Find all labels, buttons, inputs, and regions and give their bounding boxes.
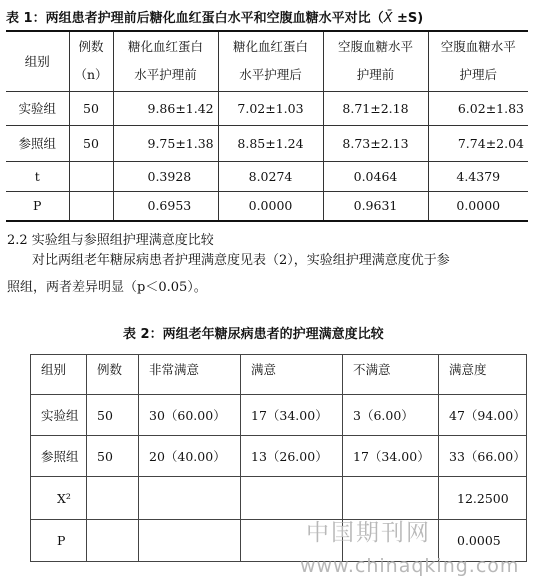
table2-cell: 47（94.00） [439,395,527,436]
table1-cell: 0.9631 [323,191,428,221]
table2-cell: 13（26.00） [241,436,343,477]
table2-cell: P [31,520,87,562]
table2-cell: 17（34.00） [343,436,439,477]
table1-cell: 0.6953 [113,191,218,221]
table2-header-cell: 不满意 [343,355,439,395]
table2-header-cell: 满意度 [439,355,527,395]
table2-header-row [31,355,527,395]
table1-cell: 7.02±1.03 [218,91,323,125]
watermark-title: 中国期刊网 [306,520,431,546]
table1-cell [69,191,113,221]
table1-cell: 4.4379 [428,161,528,191]
table1-header-hba1c-after: 糖化血红蛋白 水平护理后 [218,31,323,91]
table2-row-experimental [31,395,527,436]
paragraph-line: 对比两组老年糖尿病患者护理满意度见表（2），实验组护理满意度优于参 [32,253,450,268]
table1-caption-tail: ±S) [392,11,424,26]
table1-cell: 8.73±2.13 [323,125,428,161]
table2-cell: 17（34.00） [241,395,343,436]
table2-header-cell: 例数 [87,355,139,395]
table2-row-control [31,436,527,477]
table1-row-p [6,191,528,221]
table1-caption [6,7,423,26]
table1-caption-text: 表 1：两组患者护理前后糖化血红蛋白水平和空腹血糖水平对比（ [6,11,384,26]
table2-header-cell: 非常满意 [139,355,241,395]
table1-header-row [6,31,528,91]
table2-cell: 20（40.00） [139,436,241,477]
table2-cell [87,477,139,520]
table2-cell [139,520,241,562]
table2-cell: 3（6.00） [343,395,439,436]
table2-cell: 30（60.00） [139,395,241,436]
table1-cell [69,161,113,191]
table1-cell: t [6,161,69,191]
table2-caption: 表 2：两组老年糖尿病患者的护理满意度比较 [123,327,384,342]
table1-header-fpg-before: 空腹血糖水平 护理前 [323,31,428,91]
table1-cell: 6.02±1.83 [428,91,528,125]
table1-cell: P [6,191,69,221]
table2-header-cell: 组别 [31,355,87,395]
table2-header-cell: 满意 [241,355,343,395]
table1-row-experimental [6,91,528,125]
section-heading: 2.2 实验组与参照组护理满意度比较 [7,233,214,248]
table2-cell: 50 [87,395,139,436]
table2-cell [87,520,139,562]
table1-cell: 0.0000 [428,191,528,221]
table2-cell: 50 [87,436,139,477]
table2-cell: 33（66.00） [439,436,527,477]
table1-cell: 实验组 [6,91,69,125]
table1-cell: 7.74±2.04 [428,125,528,161]
table1-header-group: 组别 [6,31,69,91]
table1-cell: 50 [69,91,113,125]
table1-header-hba1c-before: 糖化血红蛋白 水平护理前 [113,31,218,91]
table1-cell: 9.75±1.38 [113,125,218,161]
table1-cell: 参照组 [6,125,69,161]
table2-cell: 0.0005 [439,520,527,562]
table2-cell: 参照组 [31,436,87,477]
table1-cell: 0.0000 [218,191,323,221]
table2-cell [139,477,241,520]
table1-header-count: 例数 （n） [69,31,113,91]
table1-cell: 8.0274 [218,161,323,191]
table1-cell: 0.0464 [323,161,428,191]
table1-cell: 9.86±1.42 [113,91,218,125]
table1-header-fpg-after: 空腹血糖水平 护理后 [428,31,528,91]
mean-symbol: X̄ [383,11,393,26]
table1-row-control [6,125,528,161]
table2-cell: 实验组 [31,395,87,436]
table1 [6,30,528,222]
paragraph-line: 照组，两者差异明显（p＜0.05）。 [7,280,207,295]
table1-cell: 8.85±1.24 [218,125,323,161]
table2-cell: X² [31,477,87,520]
watermark-url: www.chinaqking.com [300,555,520,577]
table1-cell: 8.71±2.18 [323,91,428,125]
table2-row-chi2 [31,477,527,520]
table1-cell: 50 [69,125,113,161]
table2-cell: 12.2500 [439,477,527,520]
table1-cell: 0.3928 [113,161,218,191]
table1-row-t [6,161,528,191]
table2 [30,354,527,562]
